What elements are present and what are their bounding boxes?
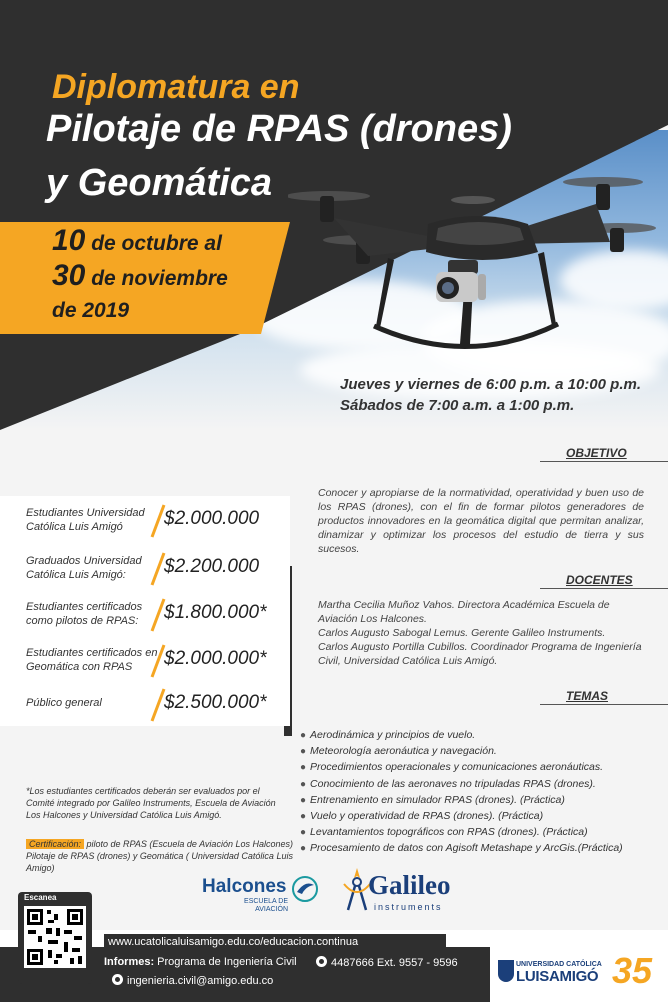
website-link[interactable]: www.ucatolicaluisamigo.edu.co/educacion.continua xyxy=(104,934,446,951)
tema-item: ● Levantamientos topográficos con RPAS (drones). (Práctica) xyxy=(300,824,660,840)
tema-item: ● Vuelo y operatividad de RPAS (drones). (Práctica) xyxy=(300,808,660,824)
schedule-weekdays: Jueves y viernes de 6:00 p.m. a 10:00 p.m. xyxy=(340,376,641,393)
drone-image xyxy=(288,148,668,378)
informes-label: Informes: xyxy=(104,956,155,968)
uca-small-text: UNIVERSIDAD CATÓLICA xyxy=(516,961,602,968)
docente-item: Martha Cecilia Muñoz Vahos. Directora Académica Escuela de Aviación Los Halcones. xyxy=(318,599,610,625)
galileo-logo xyxy=(342,866,472,916)
price-row xyxy=(26,642,288,682)
price-label: Graduados Universidad Católica Luis Amigó: xyxy=(26,555,142,581)
galileo-subtitle: instruments xyxy=(374,902,443,912)
section-docentes-heading: DOCENTES xyxy=(566,573,633,587)
section-docentes-rule xyxy=(540,588,668,589)
uca-name: LUISAMIGÓ xyxy=(516,968,599,985)
footnote: *Los estudiantes certificados deberán ser evaluados por el Comité integrado por Galileo Instruments, Escuela de Aviación Los Halcones y Universidad Católica Luis Amigó. xyxy=(26,786,276,820)
title-line-3: y Geomática xyxy=(46,162,272,204)
date-month-end: de noviembre xyxy=(85,267,228,290)
price-value: $2.000.000* xyxy=(164,648,267,669)
price-label: Estudiantes certificados en Geomática con RPAS xyxy=(26,647,158,673)
price-label: Estudiantes Universidad Católica Luis Amigó xyxy=(26,507,145,533)
price-value: $2.000.000 xyxy=(164,508,260,529)
price-row xyxy=(26,596,288,636)
objective-text: Conocer y apropiarse de la normatividad, operatividad y buen uso de los RPAS (drones), con el fin de formar pilotos generadores de productos innovadores en la geomática digital que permitan analizar, dinamizar y optimizar los procesos del estudio de tierra y sus sucesos. xyxy=(318,487,644,555)
price-value: $2.200.000 xyxy=(164,556,260,577)
phone-number: 4487666 Ext. 9557 - 9596 xyxy=(331,957,458,969)
schedule xyxy=(340,374,641,416)
halcones-logo xyxy=(202,874,322,920)
qr-label: Escanea xyxy=(24,893,57,902)
section-objetivo-heading: OBJETIVO xyxy=(566,446,627,460)
email[interactable] xyxy=(112,974,273,987)
price-value: $2.500.000* xyxy=(164,692,267,713)
certification xyxy=(26,838,296,874)
date-year: de 2019 xyxy=(52,299,130,322)
title-line-1: Diplomatura en xyxy=(52,68,300,106)
galileo-name: Galileo xyxy=(368,870,451,900)
certification-text: piloto de RPAS (Escuela de Aviación Los Halcones) Pilotaje de RPAS (drones) y Geomática ( Universidad Católica Luis Amigo) xyxy=(26,839,293,873)
price-row xyxy=(26,686,288,726)
section-objetivo-rule xyxy=(540,461,668,462)
schedule-saturday: Sábados de 7:00 a.m. a 1:00 p.m. xyxy=(340,397,575,414)
tema-item: ● Procesamiento de datos con Agisoft Metashape y ArcGis.(Práctica) xyxy=(300,840,660,856)
price-label: Estudiantes certificados como pilotos de RPAS: xyxy=(26,601,143,627)
section-temas-rule xyxy=(540,704,668,705)
docentes-list xyxy=(318,598,648,668)
qr-code-icon[interactable] xyxy=(24,906,86,968)
price-label: Público general xyxy=(26,697,102,709)
halcones-name: Halcones xyxy=(202,876,287,897)
falcon-icon xyxy=(292,876,318,902)
informes xyxy=(104,956,297,968)
date-month-start: de octubre al xyxy=(85,232,222,255)
tema-item: ● Conocimiento de las aeronaves no tripuladas RPAS (drones). xyxy=(300,776,660,792)
phone[interactable] xyxy=(316,956,458,969)
shield-icon xyxy=(498,960,514,982)
docente-item: Carlos Augusto Sabogal Lemus. Gerente Galileo Instruments. xyxy=(318,627,606,639)
email-icon xyxy=(112,974,123,985)
date-day-end: 30 xyxy=(52,259,86,292)
tema-item: ● Meteorología aeronáutica y navegación. xyxy=(300,743,660,759)
halcones-subtitle: ESCUELA DE AVIACIÓN xyxy=(244,898,288,913)
price-row xyxy=(26,550,288,590)
informes-text: Programa de Ingeniería Civil xyxy=(154,956,297,968)
tema-item: ● Procedimientos operacionales y comunicaciones aeronáuticas. xyxy=(300,759,660,775)
tema-item: ● Aerodinámica y principios de vuelo. xyxy=(300,727,660,743)
date-day-start: 10 xyxy=(52,224,86,257)
section-temas-heading: TEMAS xyxy=(566,689,608,703)
tema-item: ● Entrenamiento en simulador RPAS (drones). (Práctica) xyxy=(300,792,660,808)
price-value: $1.800.000* xyxy=(164,602,267,623)
docente-item: Carlos Augusto Portilla Cubillos. Coordinador Programa de Ingeniería Civil, Universidad Católica Luis Amigó. xyxy=(318,641,642,667)
email-address: ingenieria.civil@amigo.edu.co xyxy=(127,975,274,987)
temas-list xyxy=(300,727,660,857)
price-row xyxy=(26,502,288,542)
phone-icon xyxy=(316,956,327,967)
certification-tag: Certificación: xyxy=(26,839,84,849)
date-range xyxy=(52,226,228,328)
title-line-2: Pilotaje de RPAS (drones) xyxy=(46,108,512,150)
uca-logo xyxy=(496,948,662,998)
uca-anniversary: 35 xyxy=(612,950,653,991)
